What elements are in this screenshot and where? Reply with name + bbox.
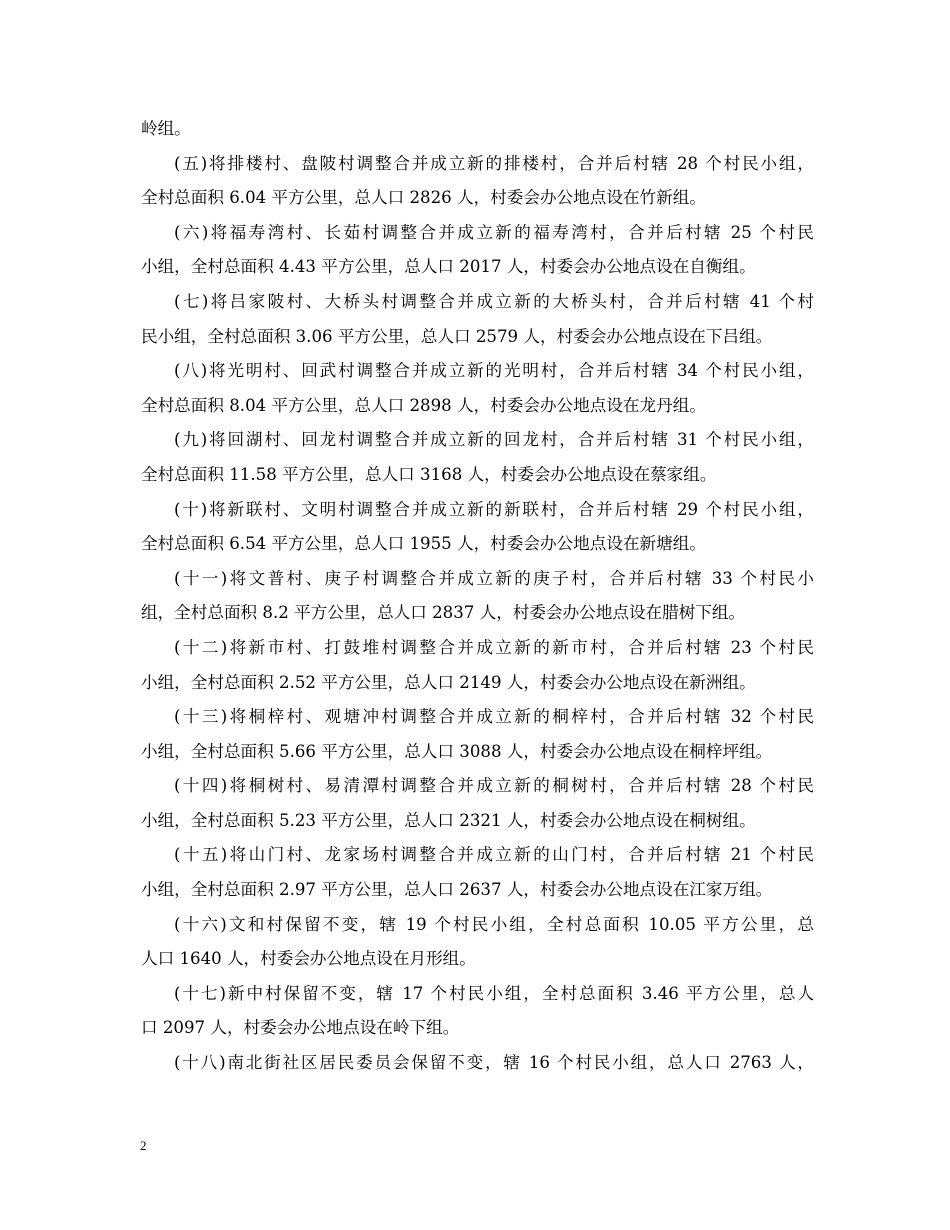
paragraph-15-line-2: 小组，全村总面积 2.97 平方公里，总人口 2637 人，村委会办公地点设在江家万组。 bbox=[141, 880, 773, 900]
paragraph-16-line-2: 人口 1640 人，村委会办公地点设在月形组。 bbox=[141, 949, 476, 969]
paragraph-7-line-1: (七)将吕家陂村、大桥头村调整合并成立新的大桥头村，合并后村辖 41 个村 bbox=[174, 291, 814, 311]
paragraph-9-line-2: 全村总面积 11.58 平方公里，总人口 3168 人，村委会办公地点设在蔡家组。 bbox=[141, 464, 717, 484]
paragraph-15-line-1: (十五)将山门村、龙家场村调整合并成立新的山门村，合并后村辖 21 个村民 bbox=[174, 845, 814, 865]
document-body bbox=[141, 112, 814, 1081]
paragraph-12-line-1: (十二)将新市村、打鼓堆村调整合并成立新的新市村，合并后村辖 23 个村民 bbox=[174, 637, 814, 657]
paragraph-14-line-1: (十四)将桐树村、易清潭村调整合并成立新的桐树村，合并后村辖 28 个村民 bbox=[174, 776, 814, 796]
paragraph-13-line-2: 小组，全村总面积 5.66 平方公里，总人口 3088 人，村委会办公地点设在桐梓坪组。 bbox=[141, 741, 773, 761]
text-line: 岭组。 bbox=[141, 119, 191, 138]
paragraph-12-line-2: 小组，全村总面积 2.52 平方公里，总人口 2149 人，村委会办公地点设在新洲组。 bbox=[141, 672, 756, 692]
paragraph-5-line-1: (五)将排楼村、盘陂村调整合并成立新的排楼村，合并后村辖 28 个村民小组， bbox=[174, 153, 814, 173]
paragraph-9-line-1: (九)将回湖村、回龙村调整合并成立新的回龙村，合并后村辖 31 个村民小组， bbox=[174, 430, 814, 450]
paragraph-7-line-2: 民小组，全村总面积 3.06 平方公里，总人口 2579 人，村委会办公地点设在下吕组。 bbox=[141, 326, 773, 346]
paragraph-14-line-2: 小组，全村总面积 5.23 平方公里，总人口 2321 人，村委会办公地点设在桐树组。 bbox=[141, 810, 756, 830]
paragraph-11-line-1: (十一)将文普村、庚子村调整合并成立新的庚子村，合并后村辖 33 个村民小 bbox=[174, 568, 814, 588]
paragraph-10-line-2: 全村总面积 6.54 平方公里，总人口 1955 人，村委会办公地点设在新塘组。 bbox=[141, 534, 706, 554]
paragraph-18-line-1: (十八)南北街社区居民委员会保留不变，辖 16 个村民小组，总人口 2763 人， bbox=[174, 1053, 814, 1073]
paragraph-16-line-1: (十六)文和村保留不变，辖 19 个村民小组，全村总面积 10.05 平方公里，总 bbox=[174, 914, 814, 934]
paragraph-6-line-2: 小组，全村总面积 4.43 平方公里，总人口 2017 人，村委会办公地点设在自衡组。 bbox=[141, 257, 756, 277]
paragraph-17-line-1: (十七)新中村保留不变，辖 17 个村民小组，全村总面积 3.46 平方公里，总人 bbox=[174, 983, 814, 1003]
paragraph-5-line-2: 全村总面积 6.04 平方公里，总人口 2826 人，村委会办公地点设在竹新组。 bbox=[141, 188, 706, 208]
paragraph-8-line-2: 全村总面积 8.04 平方公里，总人口 2898 人，村委会办公地点设在龙丹组。 bbox=[141, 395, 706, 415]
paragraph-17-line-2: 口 2097 人，村委会办公地点设在岭下组。 bbox=[141, 1018, 460, 1038]
paragraph-11-line-2: 组，全村总面积 8.2 平方公里，总人口 2837 人，村委会办公地点设在腊树下组。 bbox=[141, 603, 746, 623]
paragraph-10-line-1: (十)将新联村、文明村调整合并成立新的新联村，合并后村辖 29 个村民小组， bbox=[174, 499, 814, 519]
paragraph-6-line-1: (六)将福寿湾村、长茹村调整合并成立新的福寿湾村，合并后村辖 25 个村民 bbox=[174, 222, 814, 242]
paragraph-13-line-1: (十三)将桐梓村、观塘冲村调整合并成立新的桐梓村，合并后村辖 32 个村民 bbox=[174, 707, 814, 727]
page-number: 2 bbox=[140, 1138, 147, 1153]
paragraph-8-line-1: (八)将光明村、回武村调整合并成立新的光明村，合并后村辖 34 个村民小组， bbox=[174, 361, 814, 381]
